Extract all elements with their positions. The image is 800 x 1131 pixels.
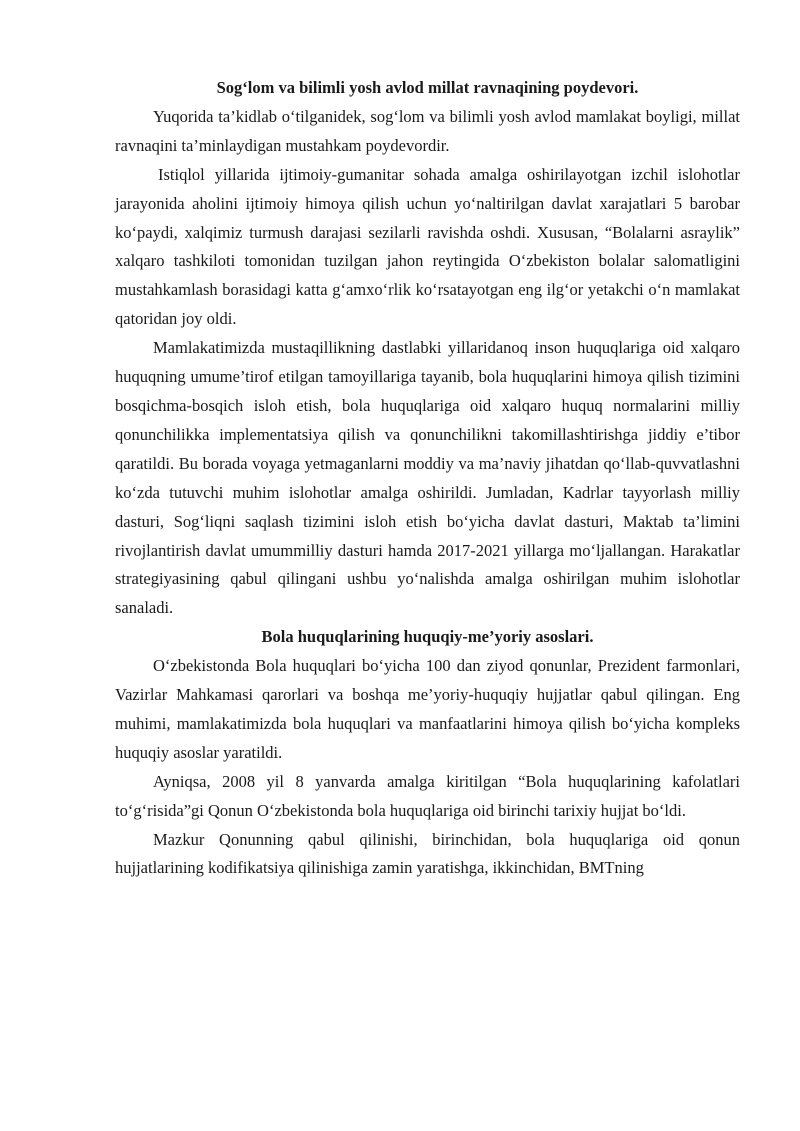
paragraph: Mamlakatimizda mustaqillikning dastlabki yillaridanoq inson huquqlariga oid xalqaro huquqning umume’tirof etilgan tamoyillariga tayanib, bola huquqlarini himoya qilish tizimini bosqichma-bosqich isloh etish, bola huquqlariga oid xalqaro huquq normalarini milliy qonunchilikka implementatsiya qilish va qonunchilikni takomillashtirishga jiddiy e’tibor qaratildi. Bu borada voyaga yetmaganlarni moddiy va ma’naviy jihatdan qo‘llab-quvvatlashni ko‘zda tutuvchi muhim islohotlar amalga oshirildi. Jumladan, Kadrlar tayyorlash milliy dasturi, Sog‘liqni saqlash tizimini isloh etish bo‘yicha davlat dasturi, Maktab ta’limini rivojlantirish davlat umummilliy dasturi hamda 2017-2021 yillarga mo‘ljallangan. Harakatlar strategiyasining qabul qilingani ushbu yo‘nalishda amalga oshirilgan muhim islohotlar sanaladi. xyxy=(115,338,740,618)
paragraph: Ayniqsa, 2008 yil 8 yanvarda amalga kiritilgan “Bola huquqlarining kafolatlari to‘g‘risida”gi Qonun O‘zbekistonda bola huquqlariga oid birinchi tarixiy hujjat bo‘ldi. xyxy=(115,771,740,820)
paragraph: O‘zbekistonda Bola huquqlari bo‘yicha 100 dan ziyod qonunlar, Prezident farmonlari, Vazirlar Mahkamasi qarorlari va boshqa me’yoriy-huquqiy hujjatlar qabul qilingan. Eng muhimi, mamlakatimizda bola huquqlari va manfaatlarini himoya qilish bo‘yicha kompleks huquqiy asoslar yaratildi. xyxy=(115,656,740,762)
paragraph: Yuqorida ta’kidlab o‘tilganidek, sog‘lom va bilimli yosh avlod mamlakat boyligi, millat ravnaqini ta’minlaydigan mustahkam poydevordir. xyxy=(115,106,740,155)
section-heading-child-rights-legal-basis: Bola huquqlarining huquqiy-me’yoriy asoslari. xyxy=(261,627,594,647)
document-page xyxy=(115,74,740,883)
paragraph: Istiqlol yillarida ijtimoiy-gumanitar sohada amalga oshirilayotgan izchil islohotlar jarayonida aholini ijtimoiy himoya qilish uchun yo‘naltirilgan davlat xarajatlari 5 barobar ko‘paydi, xalqimiz turmush darajasi sezilarli ravishda oshdi. Xususan, “Bolalarni asraylik” xalqaro tashkiloti tomonidan tuzilgan jahon reytingida O‘zbekiston bolalar salomatligini mustahkamlash borasidagi katta g‘amxo‘rlik ko‘rsatayotgan eng ilg‘or yetakchi o‘n mamlakat qatoridan joy oldi. xyxy=(115,164,740,329)
paragraph: Mazkur Qonunning qabul qilinishi, birinchidan, bola huquqlariga oid qonun hujjatlarining kodifikatsiya qilinishiga zamin yaratishga, ikkinchidan, BMTning xyxy=(115,829,740,878)
section-heading-healthy-generation: Sog‘lom va bilimli yosh avlod millat ravnaqining poydevori. xyxy=(216,78,639,97)
